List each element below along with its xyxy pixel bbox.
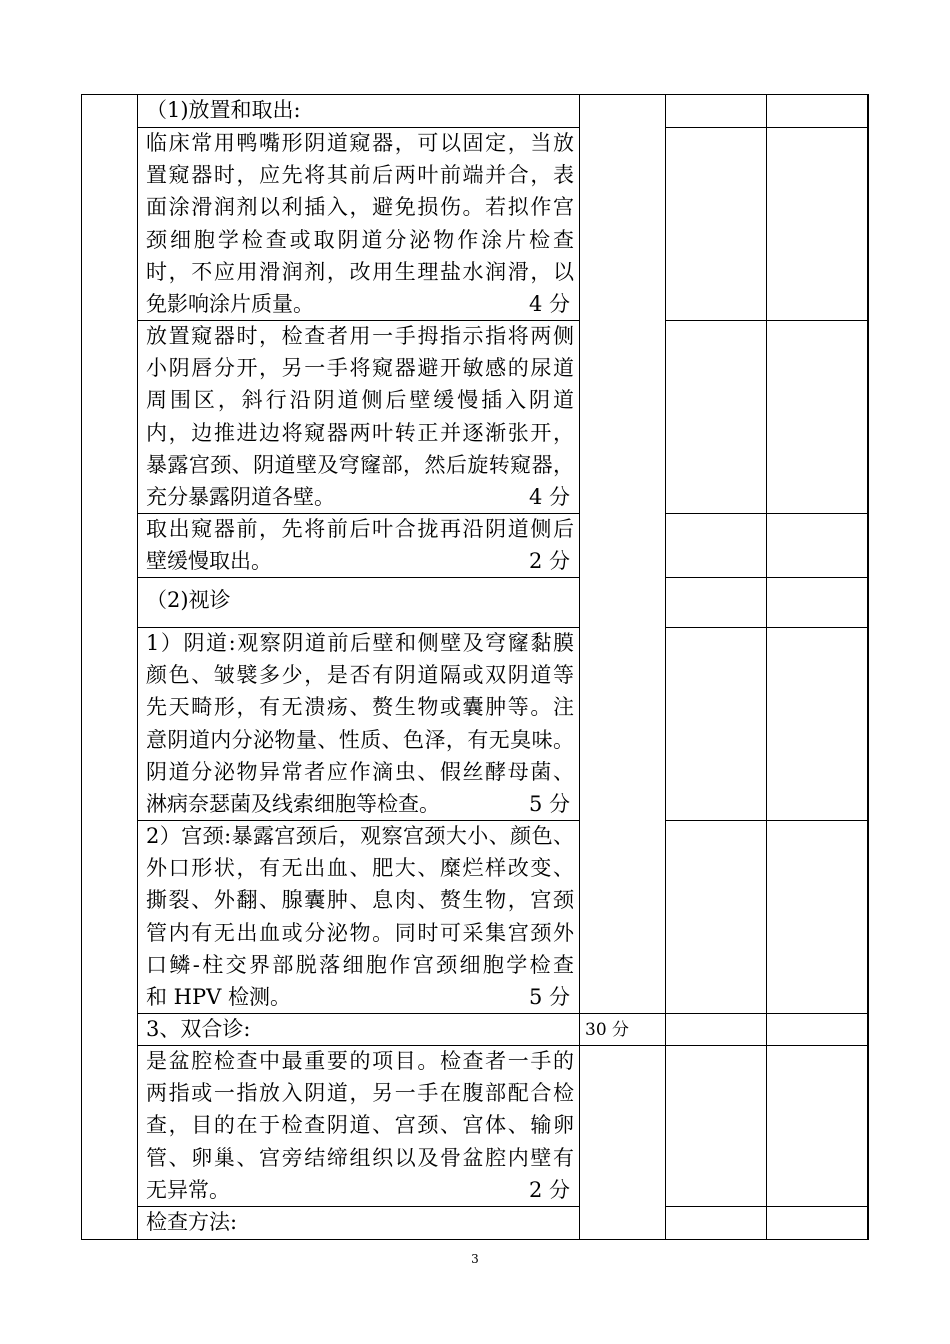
text-line-content: 免影响涂片质量。 <box>146 291 314 316</box>
text-line: 取出窥器前，先将前后叶合拢再沿阴道侧后 <box>146 517 574 541</box>
text-line: 2）宫颈:暴露宫颈后，观察宫颈大小、颜色、 <box>146 824 574 848</box>
text-line: 小阴唇分开，另一手将窥器避开敏感的尿道 <box>146 356 574 381</box>
item-speculum-description <box>146 127 574 320</box>
text-line: 临床常用鸭嘴形阴道窥器，可以固定，当放 <box>146 131 574 155</box>
row-divider <box>665 320 869 321</box>
text-line: 置窥器时，应先将其前后两叶前端并合，表 <box>146 163 574 188</box>
text-line: 暴露宫颈、阴道壁及穹窿部，然后旋转窥器， <box>146 452 574 477</box>
text-line: 颜色、皱襞多少，是否有阴道隔或双阴道等 <box>146 663 574 688</box>
text-line <box>146 1174 574 1206</box>
text-line: 时，不应用滑润剂，改用生理盐水润滑，以 <box>146 259 574 284</box>
points-label: 2 分 <box>528 549 570 574</box>
row-divider <box>665 577 869 578</box>
item-vagina-inspection <box>146 627 574 820</box>
section-score: 30 分 <box>585 1020 630 1040</box>
text-line: 内，边推进边将窥器两叶转正并逐渐张开， <box>146 420 574 445</box>
text-line: 口鳞-柱交界部脱落细胞作宫颈细胞学检查 <box>146 952 574 977</box>
text-line: 查，目的在于检查阴道、宫颈、宫体、输卵 <box>146 1113 574 1138</box>
text-line: 面涂滑润剂以利插入，避免损伤。若拟作宫 <box>146 195 574 220</box>
text-line-content: 淋病奈瑟菌及线索细胞等检查。 <box>146 791 440 816</box>
score-divider <box>579 1013 665 1014</box>
heading-text: 3、双合诊: <box>146 1017 251 1041</box>
points-label: 2 分 <box>528 1177 570 1202</box>
text-line <box>146 981 574 1013</box>
row-divider <box>665 1045 869 1046</box>
heading-text: （2)视诊 <box>146 588 231 612</box>
text-line: 是盆腔检查中最重要的项目。检查者一手的 <box>146 1049 574 1073</box>
score-divider <box>579 1045 665 1046</box>
table-border-bottom <box>81 1239 869 1240</box>
heading-text: （1)放置和取出: <box>146 98 301 122</box>
text-line: 撕裂、外翻、腺囊肿、息肉、赘生物，宫颈 <box>146 888 574 913</box>
table-col-divider <box>579 94 580 1240</box>
section-heading-placement <box>146 94 574 125</box>
row-divider <box>665 1206 869 1207</box>
item-bimanual-description <box>146 1045 574 1206</box>
table-border-right <box>867 94 869 1240</box>
item-speculum-removal <box>146 513 574 577</box>
text-line: 管、卵巢、宫旁结缔组织以及骨盆腔内壁有 <box>146 1145 574 1170</box>
text-line-content: 无异常。 <box>146 1177 230 1202</box>
text-line: 意阴道内分泌物量、性质、色泽，有无臭味。 <box>146 727 574 752</box>
text-line: 先天畸形，有无溃疡、赘生物或囊肿等。注 <box>146 695 574 720</box>
text-line: 1）阴道:观察阴道前后壁和侧壁及穹窿黏膜 <box>146 631 574 655</box>
row-divider <box>665 1013 869 1014</box>
section-heading-method <box>146 1206 574 1237</box>
heading-text: 检查方法: <box>146 1210 238 1234</box>
text-line <box>146 788 574 820</box>
text-line-content: 和 HPV 检测。 <box>146 984 291 1009</box>
item-cervix-inspection <box>146 820 574 1013</box>
text-line: 周围区，斜行沿阴道侧后壁缓慢插入阴道 <box>146 388 574 413</box>
text-line <box>146 481 574 513</box>
row-divider <box>665 513 869 514</box>
text-line-content: 充分暴露阴道各壁。 <box>146 484 335 509</box>
text-line: 放置窥器时，检查者用一手拇指示指将两侧 <box>146 324 574 348</box>
page-number: 3 <box>471 1252 479 1266</box>
row-divider <box>665 820 869 821</box>
section-heading-inspection <box>146 577 574 622</box>
text-line: 两指或一指放入阴道，另一手在腹部配合检 <box>146 1081 574 1106</box>
points-label: 4 分 <box>528 291 570 316</box>
points-label: 4 分 <box>528 484 570 509</box>
points-label: 5 分 <box>528 984 570 1009</box>
text-line <box>146 288 574 320</box>
item-speculum-insertion <box>146 320 574 513</box>
text-line: 颈细胞学检查或取阴道分泌物作涂片检查 <box>146 227 574 252</box>
text-line-content: 壁缓慢取出。 <box>146 549 272 574</box>
row-divider <box>665 627 869 628</box>
table-border-left <box>81 94 82 1240</box>
text-line: 管内有无出血或分泌物。同时可采集宫颈外 <box>146 920 574 945</box>
table-col-divider <box>766 94 767 1240</box>
section-heading-bimanual <box>146 1013 574 1044</box>
text-line: 阴道分泌物异常者应作滴虫、假丝酵母菌、 <box>146 759 574 784</box>
text-line <box>146 545 574 577</box>
table-col-divider <box>665 94 666 1240</box>
points-label: 5 分 <box>528 791 570 816</box>
table-col-divider <box>137 94 138 1240</box>
row-divider <box>665 127 869 128</box>
text-line: 外口形状，有无出血、肥大、糜烂样改变、 <box>146 856 574 881</box>
